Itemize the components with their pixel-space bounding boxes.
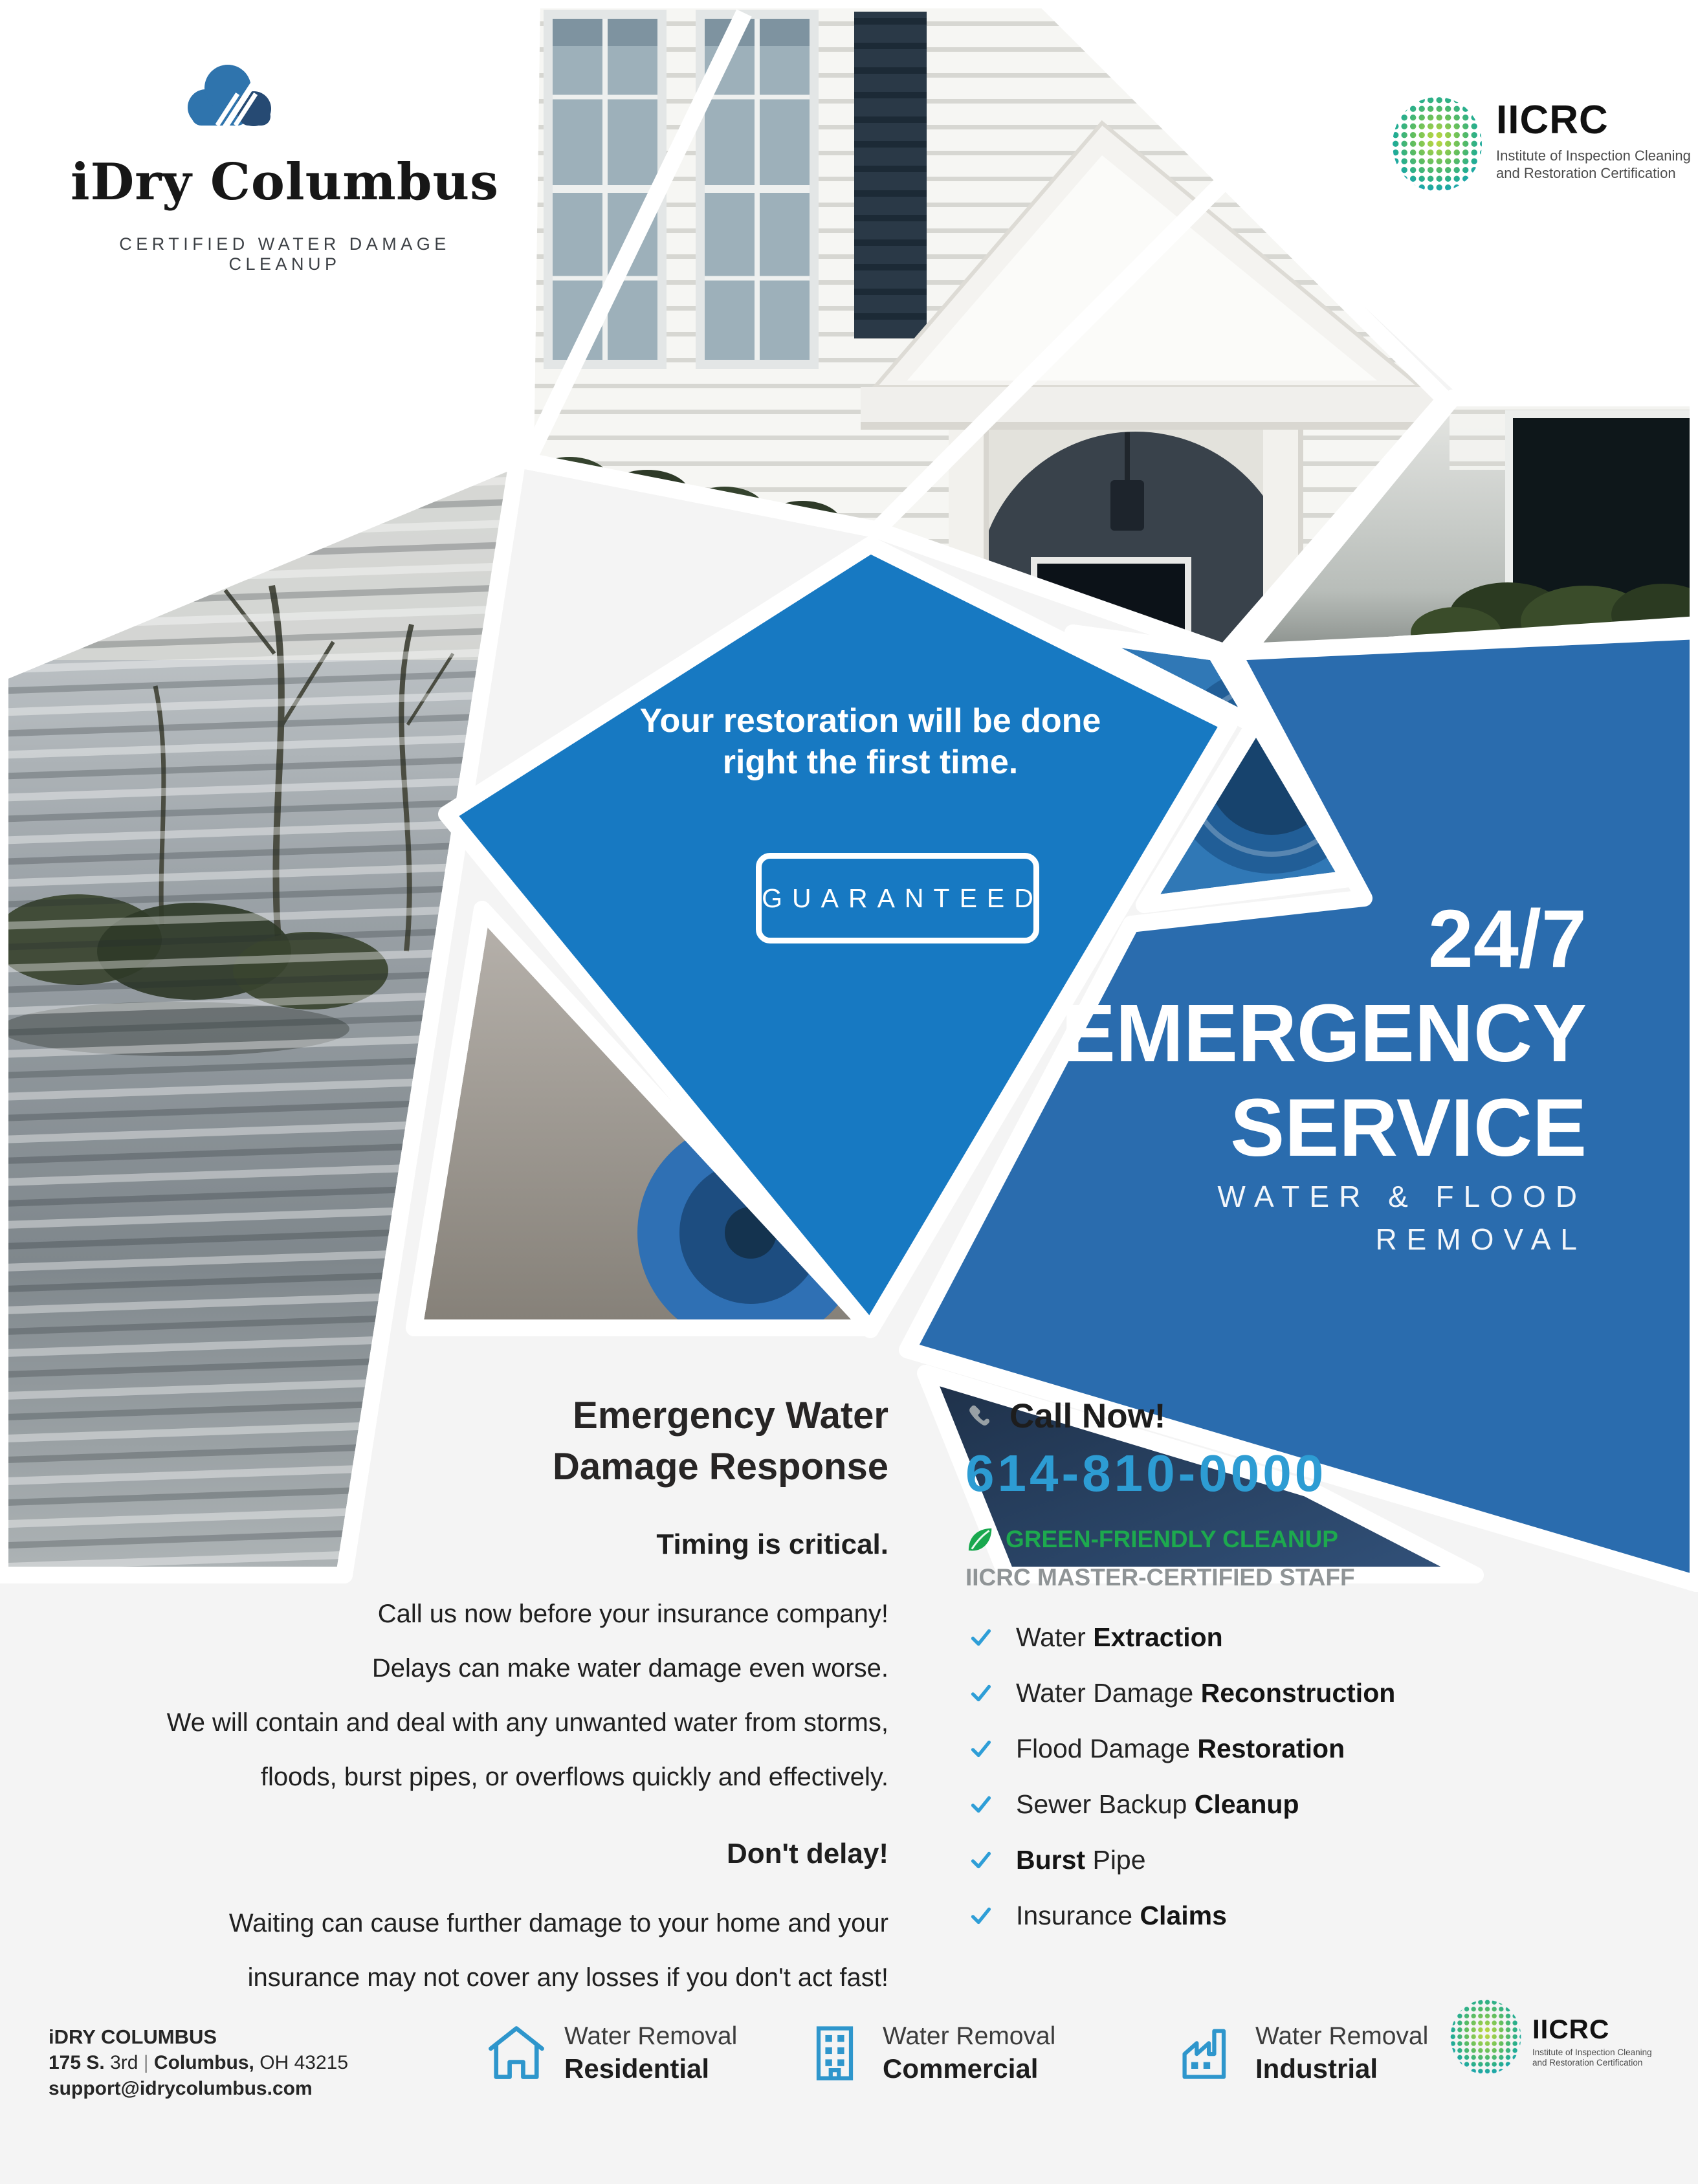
- checklist-item: [965, 1665, 1587, 1721]
- iicrc-name: IICRC: [1532, 2014, 1610, 2044]
- availability-text: 24/7: [1428, 893, 1587, 984]
- service-prefix: Water: [1016, 1622, 1094, 1652]
- service-bold: Reconstruction: [1200, 1677, 1396, 1708]
- lantern-icon: [1110, 480, 1144, 531]
- response-paragraph-2: [36, 1896, 888, 2005]
- emergency-word: EMERGENCY: [1061, 987, 1587, 1079]
- brand-tagline: CERTIFIED WATER DAMAGE CLEANUP: [119, 234, 450, 274]
- check-icon: [965, 1845, 995, 1875]
- checklist-item: [965, 1832, 1587, 1888]
- service-prefix: Insurance: [1016, 1900, 1140, 1930]
- category-line1: Water Removal: [564, 2022, 738, 2050]
- category-line1: Water Removal: [1255, 2022, 1429, 2050]
- iicrc-name: IICRC: [1496, 98, 1609, 142]
- certified-staff-label: IICRC MASTER-CERTIFIED STAFF: [965, 1564, 1355, 1591]
- checklist-item: [965, 1609, 1587, 1665]
- check-icon: [965, 1622, 995, 1652]
- dont-delay-text: Don't delay!: [726, 1838, 888, 1870]
- category-line2: Commercial: [883, 2053, 1039, 2084]
- phone-number[interactable]: 614-810-0000: [965, 1444, 1327, 1502]
- footer-contact-block: [49, 2024, 450, 2102]
- guaranteed-label: GUARANTEED: [762, 883, 1043, 913]
- promise-line-1: Your restoration will be done: [639, 702, 1101, 740]
- service-category-residential: [484, 2020, 737, 2085]
- green-cleanup-row: [965, 1525, 1587, 1554]
- green-cleanup-label: GREEN-FRIENDLY CLEANUP: [1006, 1526, 1338, 1552]
- paragraph-line: Delays can make water damage even worse.: [371, 1654, 888, 1682]
- cloud-logo-icon: [176, 57, 286, 141]
- address-city: Columbus,: [148, 2052, 254, 2073]
- footer-address: [49, 2050, 450, 2076]
- category-line1: Water Removal: [883, 2022, 1056, 2050]
- response-subheading: Timing is critical.: [656, 1528, 888, 1560]
- checklist-item: [965, 1776, 1587, 1832]
- phone-icon: [965, 1401, 997, 1432]
- call-now-row: [965, 1396, 1587, 1436]
- service-word: SERVICE: [1230, 1082, 1587, 1173]
- contact-section: [965, 1396, 1587, 1943]
- paragraph-line: We will contain and deal with any unwanted water from storms,: [166, 1708, 888, 1737]
- service-category-commercial: [802, 2020, 1055, 2085]
- brand-name: iDry Columbus: [71, 153, 499, 212]
- checklist-item: [965, 1721, 1587, 1776]
- paragraph-line: floods, burst pipes, or overflows quickly and effectively.: [260, 1763, 888, 1791]
- address-separator: |: [143, 2052, 149, 2073]
- response-heading-1: Emergency Water: [573, 1395, 888, 1437]
- leaf-icon: [965, 1525, 994, 1554]
- factory-icon: [1175, 2020, 1240, 2085]
- footer-email[interactable]: support@idrycolumbus.com: [49, 2078, 313, 2099]
- service-bold: Extraction: [1093, 1622, 1223, 1652]
- response-section: [36, 1390, 888, 2005]
- iicrc-globe-icon: [1450, 1998, 1522, 2076]
- promise-text: [579, 700, 1162, 783]
- response-heading-2: Damage Response: [553, 1446, 888, 1488]
- iicrc-tagline-2: and Restoration Certification: [1532, 2058, 1643, 2068]
- iicrc-tagline-1: Institute of Inspection Cleaning: [1496, 148, 1691, 164]
- paragraph-line: Waiting can cause further damage to your home and your: [228, 1909, 888, 1937]
- check-icon: [965, 1901, 995, 1930]
- service-bold: Restoration: [1197, 1733, 1345, 1763]
- emergency-service-block: [880, 892, 1587, 1261]
- address-state-zip: OH 43215: [254, 2052, 348, 2073]
- service-prefix: Flood Damage: [1016, 1733, 1198, 1763]
- paragraph-line: insurance may not cover any losses if you don't act fast!: [247, 1963, 888, 1992]
- response-paragraph-1: [36, 1587, 888, 1804]
- service-prefix: Sewer Backup: [1016, 1789, 1195, 1819]
- category-line2: Residential: [564, 2053, 710, 2084]
- iicrc-globe-icon: [1391, 96, 1483, 193]
- check-icon: [965, 1789, 995, 1819]
- service-prefix: Water Damage: [1016, 1677, 1201, 1708]
- service-bold: Burst: [1016, 1844, 1086, 1875]
- service-bold: Claims: [1140, 1900, 1227, 1930]
- footer-company-name: iDRY COLUMBUS: [49, 2025, 217, 2048]
- services-checklist: [965, 1609, 1587, 1943]
- category-line2: Industrial: [1255, 2053, 1378, 2084]
- emergency-subtitle-1: WATER & FLOOD: [1217, 1180, 1587, 1213]
- paragraph-line: Call us now before your insurance company!: [377, 1600, 888, 1628]
- emergency-subtitle-2: REMOVAL: [1375, 1222, 1587, 1256]
- promise-line-2: right the first time.: [722, 744, 1019, 781]
- checklist-item: [965, 1888, 1587, 1943]
- home-icon: [484, 2020, 549, 2085]
- check-icon: [965, 1678, 995, 1708]
- shutter-icon: [854, 12, 927, 338]
- iicrc-tagline-2: and Restoration Certification: [1496, 165, 1676, 181]
- check-icon: [965, 1734, 995, 1763]
- iicrc-tagline-1: Institute of Inspection Cleaning: [1532, 2047, 1652, 2057]
- address-street: 3rd: [104, 2052, 144, 2073]
- call-now-label: Call Now!: [1009, 1397, 1166, 1435]
- service-bold: Cleanup: [1194, 1789, 1299, 1819]
- service-category-industrial: [1175, 2020, 1428, 2085]
- building-icon: [802, 2020, 867, 2085]
- address-street-number: 175 S.: [49, 2052, 105, 2073]
- service-suffix: Pipe: [1085, 1844, 1146, 1875]
